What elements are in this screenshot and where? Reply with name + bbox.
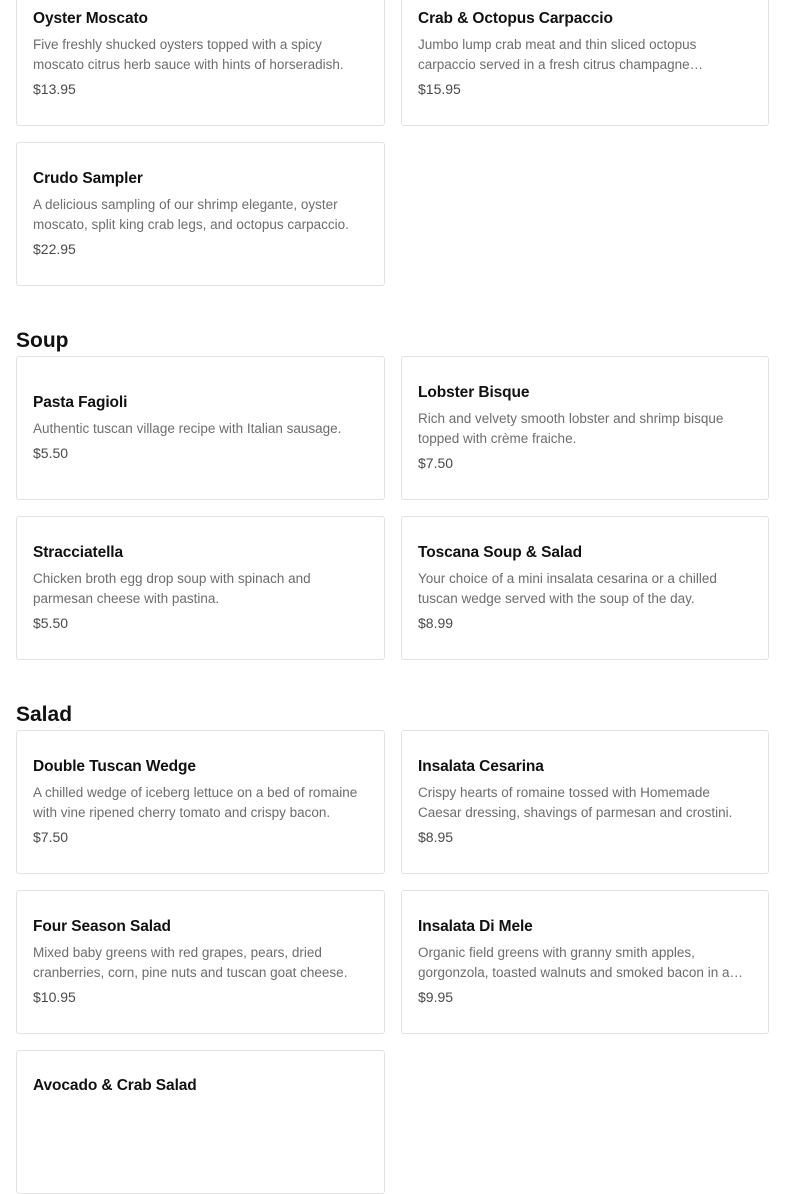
menu-item-card[interactable] — [16, 890, 385, 1034]
item-price: $5.50 — [33, 445, 69, 461]
item-name: Oyster Moscato — [33, 10, 148, 27]
item-description: Authentic tuscan village recipe with Italian sausage. — [33, 421, 342, 436]
item-description: Five freshly shucked oysters topped with a spicy moscato citrus herb sauce with hints of horseradish. — [33, 37, 344, 72]
item-price: $10.95 — [33, 989, 76, 1005]
item-name: Four Season Salad — [33, 918, 171, 935]
item-price: $5.50 — [33, 615, 69, 631]
item-name: Crudo Sampler — [33, 170, 143, 187]
item-name: Avocado & Crab Salad — [33, 1077, 197, 1094]
item-name: Double Tuscan Wedge — [33, 758, 196, 775]
menu-item-card[interactable] — [16, 356, 385, 500]
menu-item-card[interactable] — [401, 730, 769, 874]
menu-item-card[interactable] — [401, 890, 769, 1034]
item-name: Crab & Octopus Carpaccio — [418, 10, 613, 27]
item-description: Your choice of a mini insalata cesarina or a chilled tuscan wedge served with the soup of the day. — [418, 571, 717, 606]
item-description: Crispy hearts of romaine tossed with Homemade Caesar dressing, shavings of parmesan and crostini. — [418, 785, 733, 820]
item-name: Stracciatella — [33, 544, 124, 561]
item-description: Organic field greens with granny smith apples, gorgonzola, toasted walnuts and smoked bacon in a — [418, 945, 730, 980]
item-description: Mixed baby greens with red grapes, pears, dried cranberries, corn, pine nuts and tuscan goat cheese. — [33, 945, 348, 980]
item-description: A chilled wedge of iceberg lettuce on a bed of romaine with vine ripened cherry tomato and crispy bacon. — [33, 785, 358, 820]
menu-item-card[interactable] — [401, 356, 769, 500]
item-description: Chicken broth egg drop soup with spinach and parmesan cheese with pastina. — [33, 571, 311, 606]
menu-item-card[interactable] — [16, 516, 385, 660]
item-description: A delicious sampling of our shrimp elegante, oyster moscato, split king crab legs, and octopus carpaccio. — [33, 197, 349, 232]
item-price: $13.95 — [33, 81, 76, 97]
menu-item-card[interactable] — [16, 1050, 385, 1194]
menu-item-card[interactable] — [16, 142, 385, 286]
menu-item-card[interactable] — [16, 730, 385, 874]
item-price: $8.95 — [418, 829, 454, 845]
item-price: $15.95 — [418, 81, 461, 97]
menu-item-card[interactable] — [401, 516, 769, 660]
item-description: Rich and velvety smooth lobster and shrimp bisque topped with crème fraiche. — [418, 411, 724, 446]
item-price: $8.99 — [418, 615, 454, 631]
item-description: Jumbo lump crab meat and thin sliced octopus carpaccio served in a fresh citrus champagne — [418, 37, 697, 72]
item-name: Insalata Di Mele — [418, 918, 533, 935]
menu-item-card[interactable] — [401, 0, 769, 126]
item-name: Pasta Fagioli — [33, 394, 128, 411]
item-price: $7.50 — [418, 455, 454, 471]
item-price: $9.95 — [418, 989, 454, 1005]
item-name: Toscana Soup & Salad — [418, 544, 582, 561]
menu-item-card[interactable] — [16, 0, 385, 126]
item-price: $7.50 — [33, 829, 69, 845]
section-title-salad: Salad — [16, 703, 73, 726]
item-name: Insalata Cesarina — [418, 758, 544, 775]
item-price: $22.95 — [33, 241, 76, 257]
section-title-soup: Soup — [16, 329, 69, 352]
item-name: Lobster Bisque — [418, 384, 530, 401]
